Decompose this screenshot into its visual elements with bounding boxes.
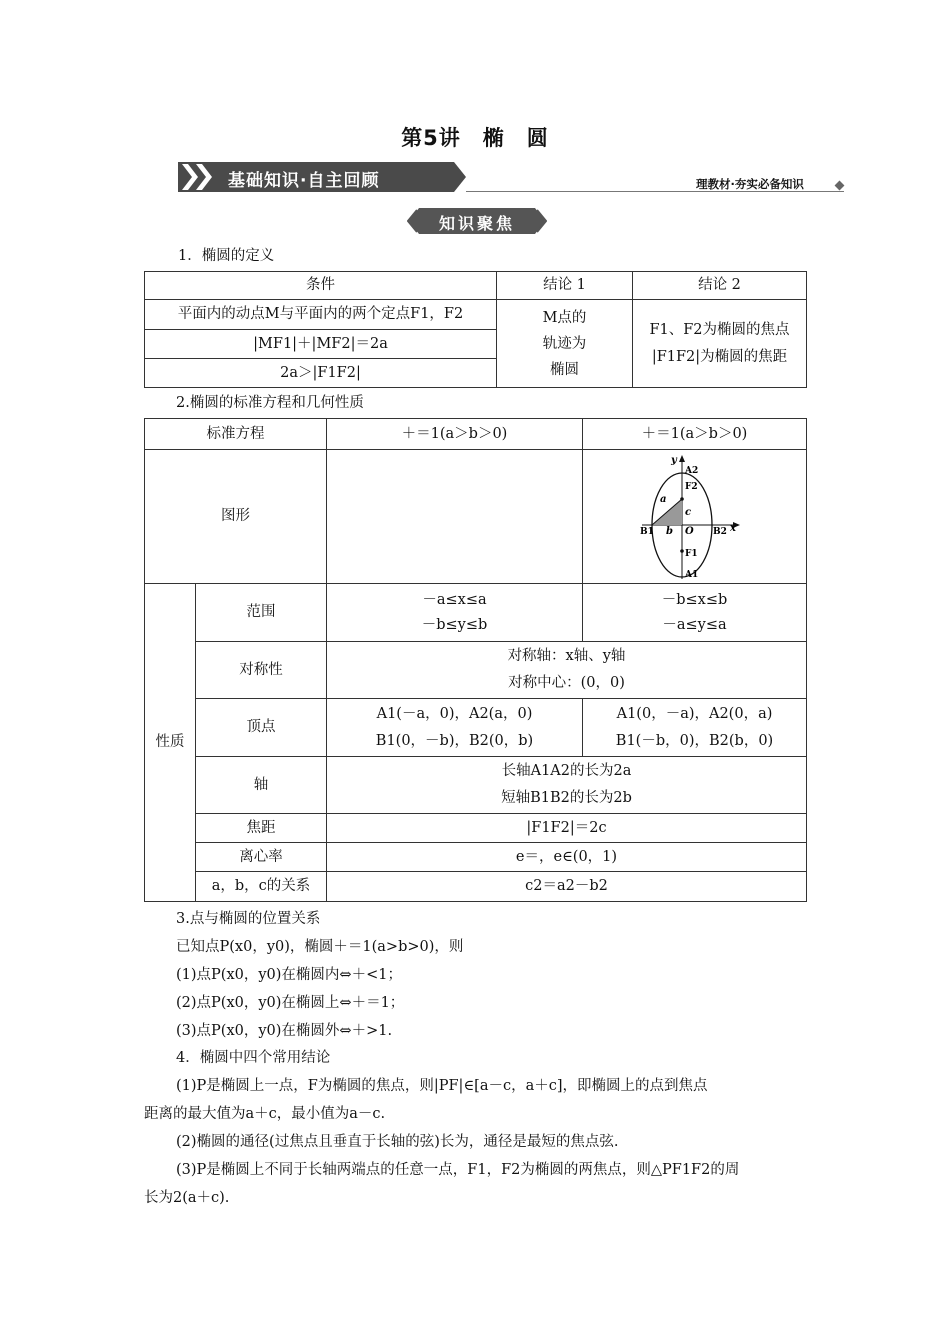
table1-result1-line: M点的 (542, 309, 587, 326)
s3-line: (2)点P(x0，y0)在椭圆上⇔＋＝1； (176, 995, 405, 1011)
label-B1: B1 (639, 526, 654, 537)
table2-range-label: 范围 (196, 584, 327, 642)
table2-eq-vertical: ＋＝1(a＞b＞0) (583, 419, 807, 450)
s3-line: (3)点P(x0，y0)在椭圆外⇔＋>1. (176, 1023, 393, 1039)
table2-axis (327, 757, 807, 814)
section-3-heading: 3.点与椭圆的位置关系 (176, 911, 321, 927)
vert-line: B1(0，－b)，B2(0，b) (375, 732, 534, 749)
section-2-heading: 2.椭圆的标准方程和几何性质 (176, 395, 364, 411)
vert-line: A1(－a，0)，A2(a，0) (376, 705, 533, 722)
label-c: c (684, 506, 691, 518)
diamond-icon (835, 181, 845, 191)
table2-range-vertical (583, 584, 807, 642)
label-F1: F1 (684, 548, 698, 559)
table2-ecc: e＝，e∈(0，1) (327, 843, 807, 872)
s4-line: 距离的最大值为a＋c，最小值为a－c. (144, 1106, 386, 1122)
table1-header-result2: 结论 2 (633, 272, 807, 300)
table1-result2 (633, 300, 807, 388)
s4-line: (1)P是椭圆上一点，F为椭圆的焦点，则|PF|∈[a－c，a＋c]，即椭圆上的点到焦点 (176, 1078, 708, 1094)
range-line: －b≤y≤b (421, 616, 488, 633)
definition-table (144, 271, 807, 388)
table1-result1-line: 椭圆 (550, 361, 579, 378)
table2-figure-label: 图形 (145, 450, 327, 584)
table1-header-condition: 条件 (145, 272, 497, 300)
table2-figure-vertical (583, 450, 807, 584)
table2-vert-label: 顶点 (196, 699, 327, 757)
table2-figure-horizontal (327, 450, 583, 584)
range-line: －b≤x≤b (661, 591, 728, 608)
axis-line: 短轴B1B2的长为2b (501, 790, 632, 806)
range-line: －a≤x≤a (422, 591, 487, 608)
label-A1: A1 (684, 569, 698, 580)
table2-focal-label: 焦距 (196, 814, 327, 843)
table1-result2-line: |F1F2|为椭圆的焦距 (651, 348, 788, 365)
label-b: b (665, 525, 673, 537)
axis-line: 长轴A1A2的长为2a (501, 763, 632, 779)
label-A2: A2 (684, 465, 698, 476)
table1-cond-1: 平面内的动点M与平面内的两个定点F1，F2 (145, 300, 497, 330)
table1-result2-line: F1、F2为椭圆的焦点 (649, 321, 790, 338)
s4-line: (2)椭圆的通径(过焦点且垂直于长轴的弦)长为，通径是最短的焦点弦. (176, 1134, 619, 1150)
vert-line: B1(－b，0)，B2(b，0) (615, 732, 774, 749)
table2-vert-vertical (583, 699, 807, 757)
label-F2: F2 (684, 481, 698, 492)
page-title: 第5讲 椭 圆 (401, 126, 549, 150)
subheading-label: 知识聚焦 (438, 214, 515, 233)
table1-cond-3: 2a＞|F1F2| (145, 359, 497, 388)
s3-line: (1)点P(x0，y0)在椭圆内⇔＋<1； (176, 967, 402, 983)
s4-line: (3)P是椭圆上不同于长轴两端点的任意一点，F1，F2为椭圆的两焦点，则△PF1F2的周 (176, 1162, 740, 1178)
range-line: －a≤y≤a (662, 616, 727, 633)
table2-prop-label: 性质 (145, 584, 196, 902)
table1-result1-line: 轨迹为 (542, 335, 587, 352)
table1-header-result1: 结论 1 (497, 272, 633, 300)
vertical-ellipse-figure (640, 453, 750, 581)
properties-table (144, 418, 807, 902)
table2-range-horizontal (327, 584, 583, 642)
table2-rel: c2＝a2－b2 (327, 872, 807, 902)
section-4-heading: 4．椭圆中四个常用结论 (176, 1050, 331, 1066)
sym-line: 对称轴：x轴、y轴 (507, 648, 626, 664)
label-a: a (659, 493, 666, 505)
table2-eq-horizontal: ＋＝1(a＞b＞0) (327, 419, 583, 450)
table1-result1 (497, 300, 633, 388)
table2-sym-label: 对称性 (196, 642, 327, 699)
table2-focal: |F1F2|＝2c (327, 814, 807, 843)
table2-ecc-label: 离心率 (196, 843, 327, 872)
s4-line: 长为2(a＋c). (144, 1190, 230, 1206)
label-x: x (729, 522, 736, 534)
vert-line: A1(0，－a)，A2(0，a) (616, 705, 773, 722)
table2-std-label: 标准方程 (145, 419, 327, 450)
banner-label: 基础知识·自主回顾 (228, 171, 380, 191)
label-B2: B2 (712, 526, 727, 537)
table2-axis-label: 轴 (196, 757, 327, 814)
section-1-heading: 1．椭圆的定义 (178, 248, 275, 264)
table1-cond-2: |MF1|＋|MF2|＝2a (145, 330, 497, 359)
table2-vert-horizontal (327, 699, 583, 757)
sym-line: 对称中心：(0，0) (508, 675, 625, 691)
label-y: y (670, 454, 677, 466)
table2-sym (327, 642, 807, 699)
table2-rel-label: a，b，c的关系 (196, 872, 327, 902)
label-O: O (684, 525, 694, 537)
banner-right-tag: 理教材·夯实必备知识 (696, 177, 804, 191)
s3-line: 已知点P(x0，y0)，椭圆＋＝1(a>b>0)，则 (176, 939, 464, 955)
